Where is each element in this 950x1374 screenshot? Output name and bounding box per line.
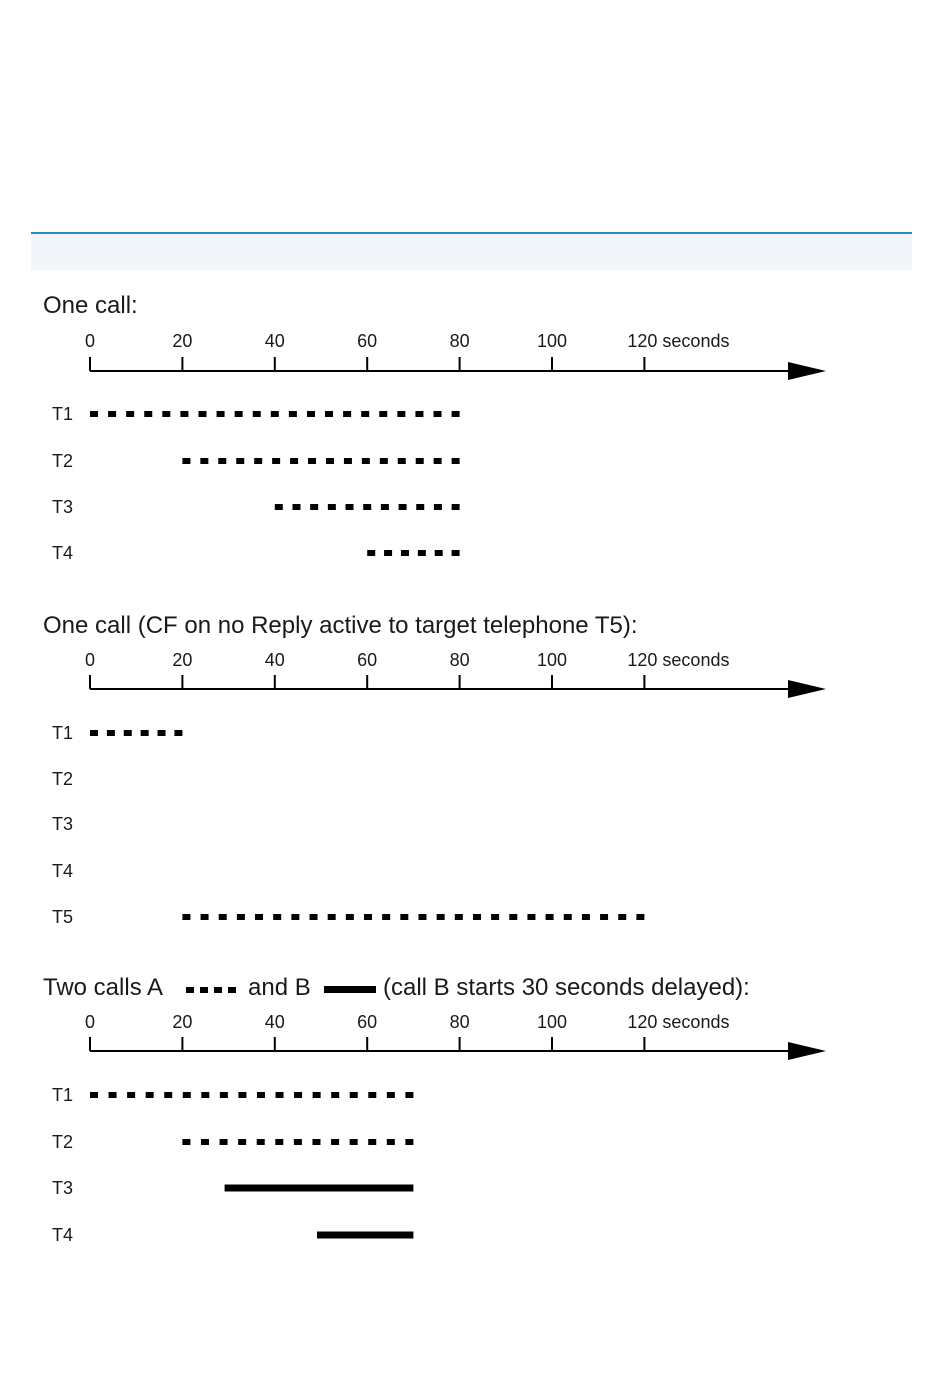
call-a-dot bbox=[162, 411, 170, 417]
call-a-dot bbox=[144, 411, 152, 417]
tick-label: 80 bbox=[449, 1012, 470, 1032]
call-a-dot bbox=[294, 1139, 302, 1145]
call-a-dot bbox=[90, 1092, 98, 1098]
tick-label: 0 bbox=[84, 331, 96, 351]
call-a-dot bbox=[201, 914, 209, 920]
call-a-dot bbox=[90, 411, 98, 417]
tick-label: 20 bbox=[172, 331, 193, 351]
legend-dot bbox=[186, 987, 194, 993]
call-a-dot bbox=[401, 550, 409, 556]
tick-label: 0 bbox=[84, 650, 96, 670]
call-a-dot bbox=[275, 1139, 283, 1145]
call-a-dot bbox=[452, 550, 460, 556]
row-label: T3 bbox=[52, 814, 74, 834]
row-label: T2 bbox=[52, 769, 74, 789]
timeline-rows bbox=[52, 404, 460, 563]
call-a-dot bbox=[452, 411, 460, 417]
title-prefix: Two calls A bbox=[43, 974, 164, 1001]
call-a-dot bbox=[399, 504, 407, 510]
call-a-dot bbox=[437, 914, 445, 920]
row-label: T1 bbox=[52, 404, 74, 424]
call-a-dot bbox=[127, 1092, 135, 1098]
call-a-dot bbox=[346, 504, 354, 510]
call-a-dot bbox=[254, 458, 262, 464]
call-a-dot bbox=[276, 1092, 284, 1098]
tick-label: 20 bbox=[172, 1012, 193, 1032]
call-a-dot bbox=[435, 550, 443, 556]
call-a-dot bbox=[290, 458, 298, 464]
call-a-dot bbox=[325, 411, 333, 417]
call-a-dot bbox=[636, 914, 644, 920]
row-label: T4 bbox=[52, 1225, 74, 1245]
call-a-dot bbox=[418, 914, 426, 920]
call-a-dot bbox=[397, 411, 405, 417]
call-a-dot bbox=[183, 1092, 191, 1098]
call-a-dot bbox=[618, 914, 626, 920]
call-a-dot bbox=[291, 914, 299, 920]
section-two-calls bbox=[43, 974, 826, 1245]
time-axis bbox=[85, 331, 826, 380]
call-a-dot bbox=[473, 914, 481, 920]
call-a-dot bbox=[312, 1139, 320, 1145]
call-a-dot bbox=[387, 1139, 395, 1145]
call-a-dot bbox=[272, 458, 280, 464]
call-a-dot bbox=[364, 914, 372, 920]
call-a-dot bbox=[236, 458, 244, 464]
tick-label: 40 bbox=[264, 1012, 285, 1032]
title-middle: and B bbox=[248, 974, 311, 1001]
tick-label: 120 seconds bbox=[627, 331, 730, 351]
row-label: T5 bbox=[52, 907, 74, 927]
call-a-dot bbox=[237, 914, 245, 920]
call-a-dot bbox=[368, 1139, 376, 1145]
call-a-dot bbox=[292, 504, 300, 510]
call-a-dot bbox=[452, 504, 460, 510]
axis-arrowhead bbox=[788, 362, 826, 380]
call-a-dot bbox=[307, 411, 315, 417]
tick-label: 60 bbox=[357, 1012, 378, 1032]
call-a-dot bbox=[158, 730, 166, 736]
call-a-dot bbox=[238, 1092, 246, 1098]
timeline-rows bbox=[52, 1085, 413, 1245]
call-a-dot bbox=[255, 914, 263, 920]
legend-dot bbox=[200, 987, 208, 993]
call-a-dot bbox=[368, 1092, 376, 1098]
call-a-dot bbox=[405, 1139, 413, 1145]
axis-arrowhead bbox=[788, 680, 826, 698]
section-one-call-cf bbox=[43, 612, 826, 927]
tick-label: 120 seconds bbox=[627, 1012, 730, 1032]
call-a-dot bbox=[582, 914, 590, 920]
section-title: One call: bbox=[43, 292, 138, 319]
call-a-dot bbox=[344, 458, 352, 464]
call-a-dot bbox=[546, 914, 554, 920]
tick-label: 40 bbox=[264, 650, 285, 670]
call-a-dot bbox=[384, 550, 392, 556]
call-a-dot bbox=[271, 411, 279, 417]
call-a-dot bbox=[346, 914, 354, 920]
title-suffix: (call B starts 30 seconds delayed): bbox=[383, 974, 750, 1001]
call-a-dot bbox=[367, 550, 375, 556]
call-a-dot bbox=[600, 914, 608, 920]
call-a-dot bbox=[527, 914, 535, 920]
call-a-dot bbox=[310, 914, 318, 920]
call-a-dot bbox=[452, 458, 460, 464]
call-a-dot bbox=[398, 458, 406, 464]
call-a-dot bbox=[257, 1139, 265, 1145]
call-a-dot bbox=[218, 458, 226, 464]
call-a-dot bbox=[400, 914, 408, 920]
call-a-dot bbox=[217, 411, 225, 417]
row-label: T2 bbox=[52, 451, 74, 471]
call-a-dot bbox=[379, 411, 387, 417]
legend-dot bbox=[228, 987, 236, 993]
tick-label: 60 bbox=[357, 331, 378, 351]
call-a-dot bbox=[220, 1139, 228, 1145]
call-a-dot bbox=[415, 411, 423, 417]
call-a-dot bbox=[257, 1092, 265, 1098]
tick-label: 100 bbox=[536, 1012, 568, 1032]
call-a-dot bbox=[343, 411, 351, 417]
row-label: T1 bbox=[52, 723, 74, 743]
time-axis bbox=[85, 650, 826, 698]
call-a-dot bbox=[434, 411, 442, 417]
call-a-dot bbox=[238, 1139, 246, 1145]
call-a-dot bbox=[564, 914, 572, 920]
call-a-dot bbox=[350, 1092, 358, 1098]
time-axis bbox=[85, 1012, 826, 1060]
call-a-dot bbox=[331, 1139, 339, 1145]
call-b-bar bbox=[225, 1185, 414, 1192]
call-a-dot bbox=[200, 458, 208, 464]
call-a-dot bbox=[328, 914, 336, 920]
call-a-dot bbox=[387, 1092, 395, 1098]
call-a-dot bbox=[308, 458, 316, 464]
call-a-dot bbox=[180, 411, 188, 417]
call-a-dot bbox=[331, 1092, 339, 1098]
call-a-dot bbox=[220, 1092, 228, 1098]
tick-label: 60 bbox=[357, 650, 378, 670]
tick-label: 40 bbox=[264, 331, 285, 351]
call-a-dot bbox=[289, 411, 297, 417]
tick-label: 0 bbox=[84, 1012, 96, 1032]
call-a-dot bbox=[381, 504, 389, 510]
call-a-dot bbox=[294, 1092, 302, 1098]
call-a-dot bbox=[434, 458, 442, 464]
call-a-dot bbox=[124, 730, 132, 736]
legend-call-a-dotted bbox=[186, 987, 236, 993]
tick-label: 120 seconds bbox=[627, 650, 730, 670]
legend-dot bbox=[214, 987, 222, 993]
call-a-dot bbox=[182, 1139, 190, 1145]
call-a-dot bbox=[201, 1092, 209, 1098]
section-title bbox=[43, 974, 163, 1001]
call-a-dot bbox=[108, 411, 116, 417]
call-a-dot bbox=[418, 550, 426, 556]
call-a-dot bbox=[416, 458, 424, 464]
axis-arrowhead bbox=[788, 1042, 826, 1060]
call-b-bar bbox=[317, 1232, 413, 1239]
call-a-dot bbox=[382, 914, 390, 920]
call-a-dot bbox=[126, 411, 134, 417]
call-a-dot bbox=[174, 730, 182, 736]
tick-label: 100 bbox=[536, 331, 568, 351]
tick-label: 100 bbox=[536, 650, 568, 670]
call-a-dot bbox=[455, 914, 463, 920]
call-a-dot bbox=[313, 1092, 321, 1098]
section-title: One call (CF on no Reply active to target telephone T5): bbox=[43, 612, 638, 639]
call-a-dot bbox=[90, 730, 98, 736]
call-a-dot bbox=[362, 458, 370, 464]
call-a-dot bbox=[109, 1092, 117, 1098]
call-a-dot bbox=[164, 1092, 172, 1098]
call-a-dot bbox=[328, 504, 336, 510]
row-label: T2 bbox=[52, 1132, 74, 1152]
call-a-dot bbox=[361, 411, 369, 417]
row-label: T3 bbox=[52, 1178, 74, 1198]
call-a-dot bbox=[219, 914, 227, 920]
call-a-dot bbox=[405, 1092, 413, 1098]
call-a-dot bbox=[182, 914, 190, 920]
call-a-dot bbox=[326, 458, 334, 464]
call-a-dot bbox=[380, 458, 388, 464]
call-a-dot bbox=[198, 411, 206, 417]
call-a-dot bbox=[509, 914, 517, 920]
call-a-dot bbox=[107, 730, 115, 736]
call-a-dot bbox=[310, 504, 318, 510]
call-a-dot bbox=[273, 914, 281, 920]
call-a-dot bbox=[201, 1139, 209, 1145]
call-a-dot bbox=[146, 1092, 154, 1098]
section-one-call bbox=[43, 292, 826, 563]
call-a-dot bbox=[235, 411, 243, 417]
row-label: T4 bbox=[52, 861, 74, 881]
tick-label: 80 bbox=[449, 650, 470, 670]
call-a-dot bbox=[141, 730, 149, 736]
row-label: T1 bbox=[52, 1085, 74, 1105]
row-label: T4 bbox=[52, 543, 74, 563]
tick-label: 80 bbox=[449, 331, 470, 351]
tick-label: 20 bbox=[172, 650, 193, 670]
call-a-dot bbox=[363, 504, 371, 510]
call-a-dot bbox=[275, 504, 283, 510]
call-a-dot bbox=[350, 1139, 358, 1145]
call-a-dot bbox=[434, 504, 442, 510]
call-a-dot bbox=[182, 458, 190, 464]
call-a-dot bbox=[253, 411, 261, 417]
timeline-rows bbox=[52, 723, 644, 927]
legend-call-b-solid bbox=[324, 986, 376, 993]
row-label: T3 bbox=[52, 497, 74, 517]
call-a-dot bbox=[491, 914, 499, 920]
call-a-dot bbox=[416, 504, 424, 510]
